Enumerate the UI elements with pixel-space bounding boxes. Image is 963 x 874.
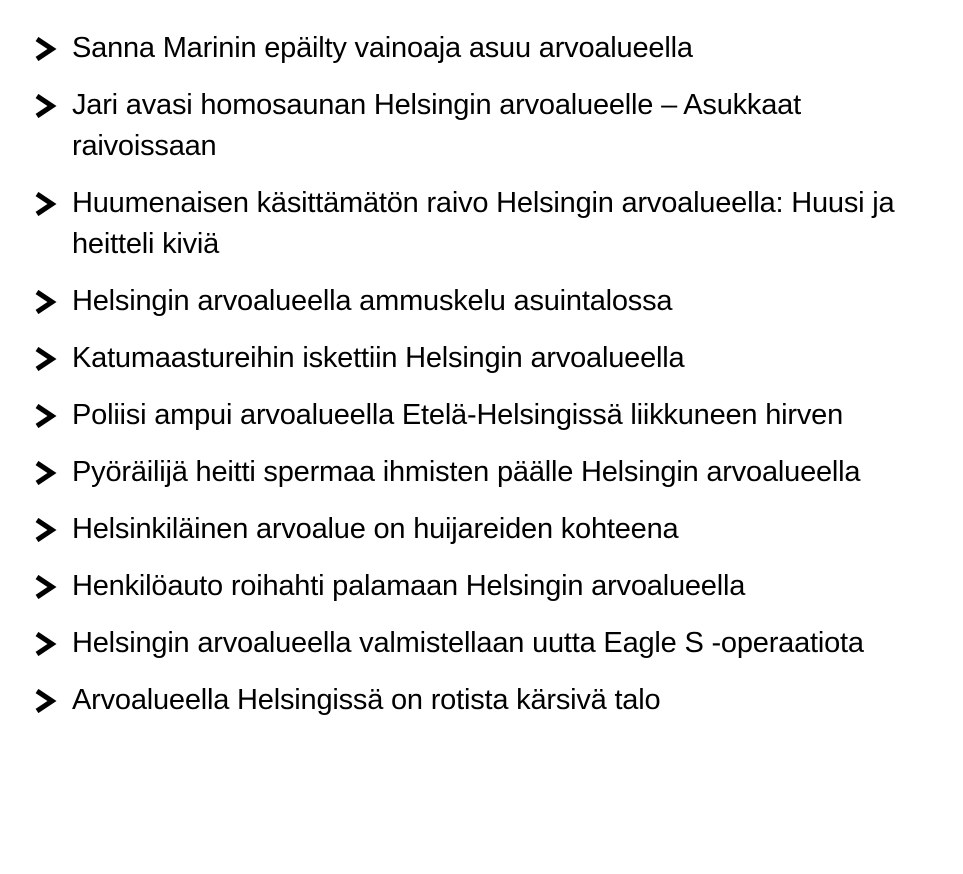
chevron-right-icon — [33, 518, 57, 542]
headline-item[interactable] — [0, 281, 963, 322]
headline-link[interactable]: Katumaastureihin iskettiin Helsingin arvoalueella — [72, 342, 685, 374]
headline-link[interactable]: Huumenaisen käsittämätön raivo Helsingin arvoalueella: Huusi ja heitteli kiviä — [72, 187, 895, 260]
headline-link[interactable]: Helsingin arvoalueella valmistellaan uutta Eagle S -operaatiota — [72, 627, 864, 659]
headline-link[interactable]: Jari avasi homosaunan Helsingin arvoalueelle – Asukkaat raivoissaan — [72, 89, 801, 162]
headline-link[interactable]: Henkilöauto roihahti palamaan Helsingin arvoalueella — [72, 570, 746, 602]
chevron-right-icon — [33, 404, 57, 428]
headline-link[interactable]: Poliisi ampui arvoalueella Etelä-Helsingissä liikkuneen hirven — [72, 399, 843, 431]
headline-item[interactable] — [0, 566, 963, 607]
chevron-right-icon — [33, 347, 57, 371]
headline-item[interactable] — [0, 395, 963, 436]
headline-item[interactable] — [0, 338, 963, 379]
chevron-right-icon — [33, 192, 57, 216]
chevron-right-icon — [33, 461, 57, 485]
chevron-right-icon — [33, 290, 57, 314]
chevron-right-icon — [33, 689, 57, 713]
headline-item[interactable] — [0, 85, 963, 167]
chevron-right-icon — [33, 632, 57, 656]
headline-item[interactable] — [0, 183, 963, 265]
headline-link[interactable]: Sanna Marinin epäilty vainoaja asuu arvoalueella — [72, 32, 693, 64]
chevron-right-icon — [33, 94, 57, 118]
chevron-right-icon — [33, 37, 57, 61]
headline-item[interactable] — [0, 452, 963, 493]
headline-link[interactable]: Pyöräilijä heitti spermaa ihmisten päälle Helsingin arvoalueella — [72, 456, 861, 488]
headline-list — [0, 28, 963, 737]
headline-item[interactable] — [0, 28, 963, 69]
headline-link[interactable]: Helsinkiläinen arvoalue on huijareiden kohteena — [72, 513, 679, 545]
headline-link[interactable]: Helsingin arvoalueella ammuskelu asuintalossa — [72, 285, 673, 317]
chevron-right-icon — [33, 575, 57, 599]
headline-item[interactable] — [0, 680, 963, 721]
headline-link[interactable]: Arvoalueella Helsingissä on rotista kärsivä talo — [72, 684, 661, 716]
headline-item[interactable] — [0, 509, 963, 550]
headline-item[interactable] — [0, 623, 963, 664]
